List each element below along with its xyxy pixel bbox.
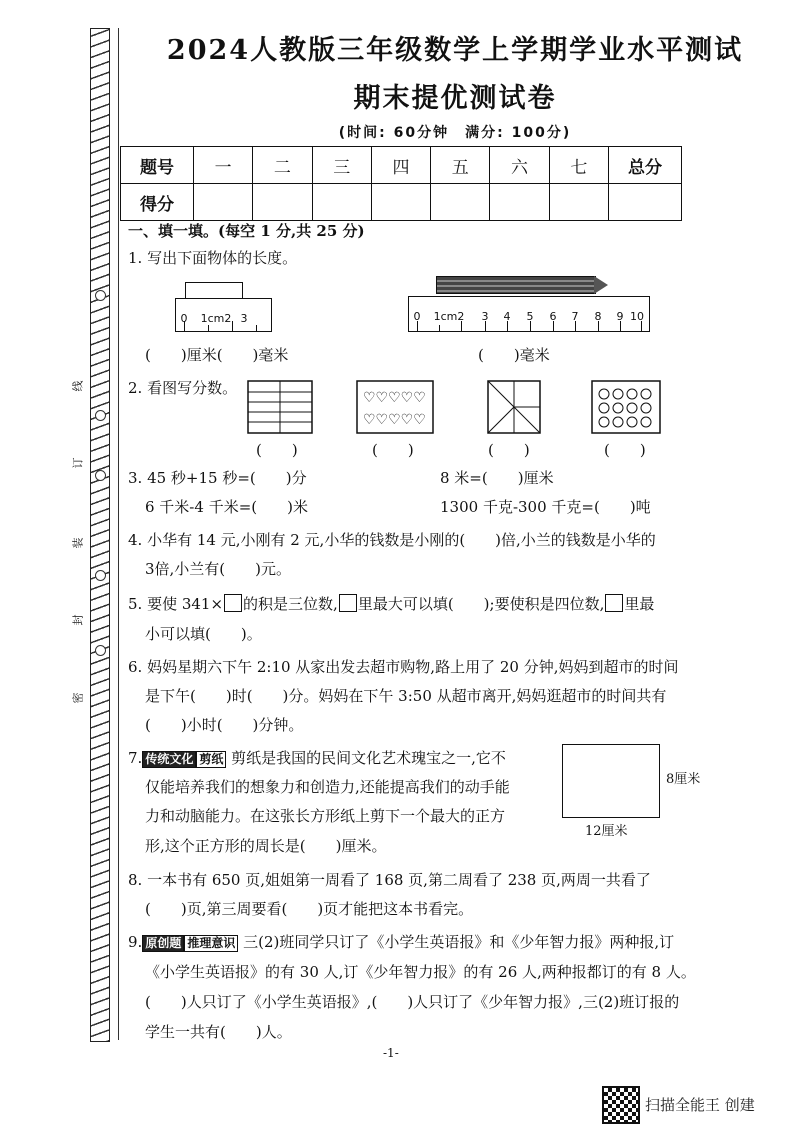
- question-5-text: 里最大可以填( );要使积是四位数,: [357, 595, 605, 613]
- fill-box[interactable]: [224, 594, 242, 612]
- question-3c: 6 千米-4 千米=( )米: [145, 498, 308, 516]
- binding-hole: [95, 290, 106, 301]
- fill-box[interactable]: [605, 594, 623, 612]
- question-3d: 1300 千克-300 千克=( )吨: [440, 498, 651, 516]
- ruler-1: [175, 298, 272, 332]
- svg-text:♡♡♡♡♡: ♡♡♡♡♡: [363, 390, 426, 406]
- question-7-text: 剪纸是我国的民间文化艺术瑰宝之一,它不: [226, 749, 506, 767]
- binding-strip: [90, 28, 110, 1042]
- binding-hole: [95, 570, 106, 581]
- question-7-line4: 形,这个正方形的周长是( )厘米。: [145, 837, 387, 855]
- ruler-label: 5: [526, 310, 534, 323]
- tag-reasoning: 推理意识: [184, 935, 238, 952]
- binding-hole: [95, 410, 106, 421]
- question-9-line2: 《小学生英语报》的有 30 人,订《少年智力报》的有 26 人,两种报都订的有 8 人。: [145, 963, 696, 981]
- ruler-2: [408, 296, 650, 332]
- answer-blank-q1a[interactable]: ( )厘米( )毫米: [145, 346, 289, 364]
- binding-char: 线: [71, 380, 85, 392]
- ruler-label: 3: [481, 310, 489, 323]
- question-4-line2: 3倍,小兰有( )元。: [145, 560, 292, 578]
- answer-blank-q1b[interactable]: ( )毫米: [478, 346, 550, 364]
- question-2: 2. 看图写分数。: [128, 379, 238, 397]
- score-table: [120, 146, 682, 221]
- question-7-line2: 仅能培养我们的想象力和创造力,还能提高我们的动手能: [145, 778, 510, 796]
- exam-title: 2024人教版三年级数学上学期学业水平测试: [166, 35, 744, 66]
- question-4-line1: 4. 小华有 14 元,小刚有 2 元,小华的钱数是小刚的( )倍,小兰的钱数是小华的: [128, 531, 656, 549]
- binding-char: 装: [71, 537, 85, 549]
- question-9-line3: ( )人只订了《小学生英语报》,( )人只订了《少年智力报》,三(2)班订报的: [145, 993, 680, 1011]
- rectangle-paper-figure: [562, 744, 660, 818]
- binding-hole: [95, 645, 106, 656]
- question-6-line2: 是下午( )时( )分。妈妈在下午 3:50 从超市离开,妈妈逛超市的时间共有: [145, 687, 667, 705]
- ruler-label: 7: [571, 310, 579, 323]
- binding-line: [118, 28, 119, 1040]
- question-number: 7.: [128, 749, 143, 767]
- figure-circles: [592, 381, 660, 433]
- score-cell: 五: [431, 147, 490, 184]
- score-cell: 总分: [609, 147, 682, 184]
- ruler-label: 0: [413, 310, 421, 323]
- width-label: 12厘米: [585, 824, 628, 839]
- question-9-line1: [128, 932, 674, 952]
- answer-blank-q2[interactable]: ( ): [488, 441, 530, 459]
- binding-char: 密: [71, 692, 85, 704]
- answer-blank-q2[interactable]: ( ): [372, 441, 414, 459]
- score-cell: 得分: [121, 184, 194, 221]
- scanner-watermark: 扫描全能王 创建: [645, 1096, 755, 1114]
- score-cell: 七: [549, 147, 608, 184]
- height-label: 8厘米: [666, 772, 701, 787]
- ruler-label: 9: [616, 310, 624, 323]
- score-input-cell[interactable]: [312, 184, 371, 221]
- question-5-text: 5. 要使 341×: [128, 595, 224, 613]
- question-7-line1: [128, 748, 506, 768]
- tag-original: 原创题: [142, 935, 184, 952]
- pencil-icon: [436, 276, 596, 294]
- score-cell: 四: [371, 147, 430, 184]
- binding-char: 封: [71, 614, 85, 626]
- score-input-cell[interactable]: [609, 184, 682, 221]
- score-input-cell[interactable]: [194, 184, 253, 221]
- score-table-header-row: [121, 147, 682, 184]
- question-9-text: 三(2)班同学只订了《小学生英语报》和《少年智力报》两种报,订: [238, 933, 675, 951]
- question-6-line3: ( )小时( )分钟。: [145, 716, 304, 734]
- svg-text:♡♡♡♡♡: ♡♡♡♡♡: [363, 412, 426, 428]
- figure-striped-rect: [248, 381, 312, 433]
- question-5-line1: [128, 594, 654, 614]
- tag-traditional-culture: 传统文化: [142, 751, 196, 768]
- binding-hole: [95, 470, 106, 481]
- score-cell: 一: [194, 147, 253, 184]
- question-1: 1. 写出下面物体的长度。: [128, 249, 298, 267]
- question-5-line2: 小可以填( )。: [145, 625, 262, 643]
- exam-subtitle: 期末提优测试卷: [353, 83, 557, 114]
- section-title: 一、填一填。(每空 1 分,共 25 分): [128, 222, 365, 240]
- question-8-line1: 8. 一本书有 650 页,姐姐第一周看了 168 页,第二周看了 238 页,两周一共看了: [128, 871, 651, 889]
- question-3b: 8 米=( )厘米: [440, 469, 554, 487]
- score-cell: 六: [490, 147, 549, 184]
- ruler-label: 8: [594, 310, 602, 323]
- question-number: 9.: [128, 933, 143, 951]
- ruler-label: 1cm2: [200, 312, 232, 325]
- question-9-line4: 学生一共有( )人。: [145, 1023, 292, 1041]
- figure-hearts: [357, 381, 433, 433]
- question-5-text: 里最: [624, 595, 655, 613]
- score-table-score-row: [121, 184, 682, 221]
- ruler-label: 1cm2: [433, 310, 465, 323]
- question-3a: 3. 45 秒+15 秒=( )分: [128, 469, 307, 487]
- score-input-cell[interactable]: [253, 184, 312, 221]
- ruler-label: 0: [180, 312, 188, 325]
- answer-blank-q2[interactable]: ( ): [604, 441, 646, 459]
- ruler-label: 6: [549, 310, 557, 323]
- score-input-cell[interactable]: [549, 184, 608, 221]
- answer-blank-q2[interactable]: ( ): [256, 441, 298, 459]
- tag-paper-cutting: 剪纸: [196, 751, 226, 768]
- fraction-figures: [240, 380, 670, 436]
- pencil-tip-icon: [594, 276, 608, 294]
- score-cell: 题号: [121, 147, 194, 184]
- fill-box[interactable]: [339, 594, 357, 612]
- question-6-line1: 6. 妈妈星期六下午 2:10 从家出发去超市购物,路上用了 20 分钟,妈妈到超市的时间: [128, 658, 679, 676]
- binding-char: 订: [71, 457, 85, 469]
- question-8-line2: ( )页,第三周要看( )页才能把这本书看完。: [145, 900, 474, 918]
- score-cell: 二: [253, 147, 312, 184]
- score-input-cell[interactable]: [490, 184, 549, 221]
- score-input-cell[interactable]: [431, 184, 490, 221]
- page-number: -1-: [383, 1046, 399, 1060]
- figure-split-square: [488, 381, 540, 433]
- ruler-label: 10: [630, 310, 644, 323]
- score-cell: 三: [312, 147, 371, 184]
- exam-info: (时间: 60分钟 满分: 100分): [338, 125, 572, 141]
- qr-code-icon: [602, 1086, 640, 1124]
- score-input-cell[interactable]: [371, 184, 430, 221]
- question-7-line3: 力和动脑能力。在这张长方形纸上剪下一个最大的正方: [145, 807, 506, 825]
- ruler-label: 4: [503, 310, 511, 323]
- question-5-text: 的积是三位数,: [243, 595, 338, 613]
- ruler-label: 3: [240, 312, 248, 325]
